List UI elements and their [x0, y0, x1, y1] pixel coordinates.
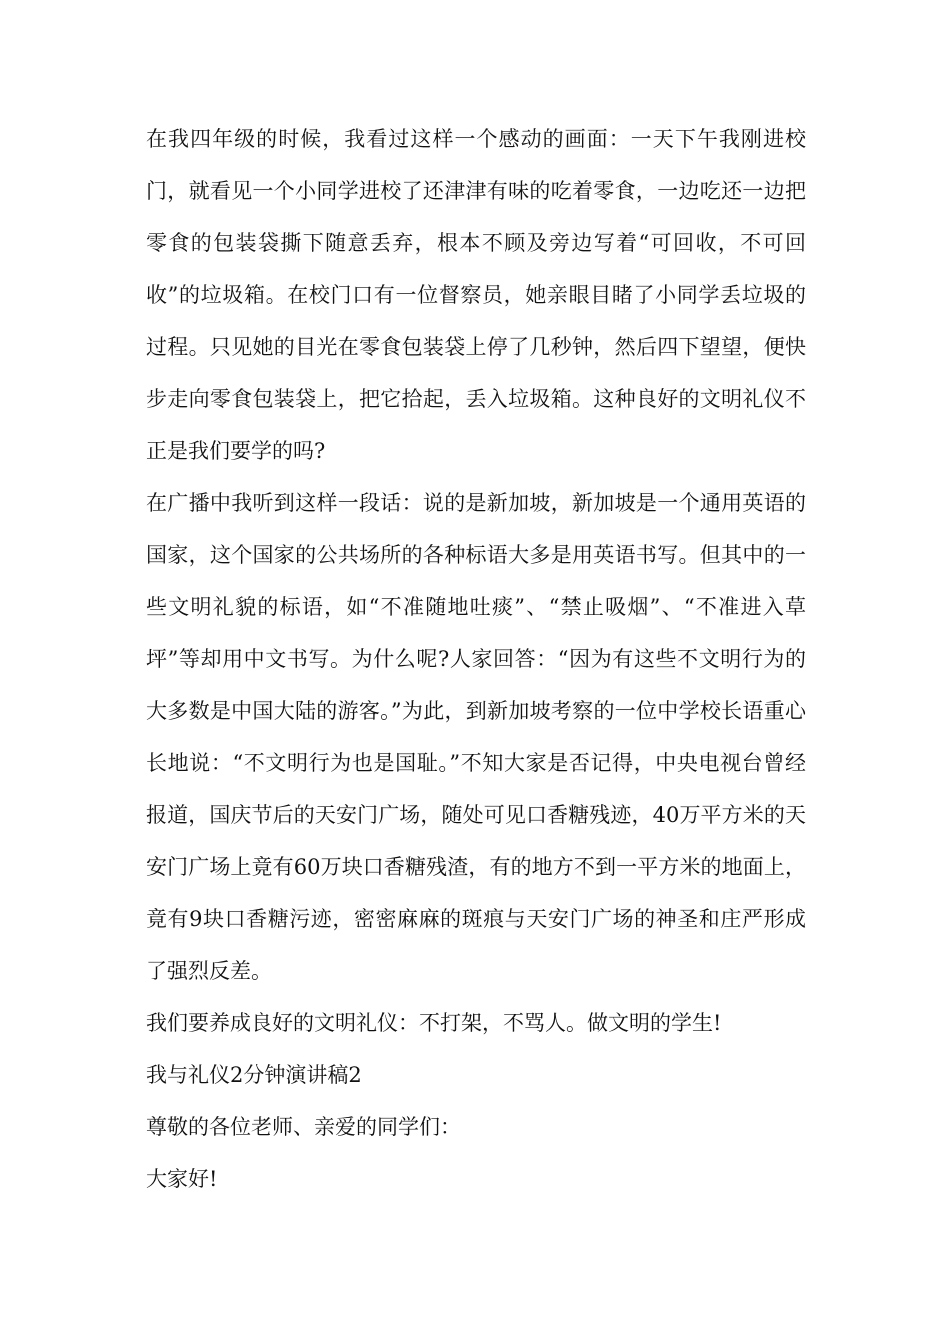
greeting: 大家好! — [146, 1167, 218, 1191]
paragraph-conclusion: 我们要养成良好的文明礼仪：不打架，不骂人。做文明的学生! — [146, 1011, 722, 1035]
paragraph-singapore: 在广播中我听到这样一段话：说的是新加坡，新加坡是一个通用英语的国家，这个国家的公共场所的各种标语大多是用英语书写。但其中的一些文明礼貌的标语，如“不准随地吐痰”、“禁止吸烟”、“不准进入草坪”等却用中文书写。为什么呢?人家回答：“因为有这些不文明行为的大多数是中国大陆的游客。”为此，到新加坡考察的一位中学校长语重心长地说：“不文明行为也是国耻。”不知大家是否记得，中央电视台曾经报道，国庆节后的天安门广场，随处可见口香糖残迹，40万平方米的天安门广场上竟有60万块口香糖残渣，有的地方不到一平方米的地面上，竟有9块口香糖污迹，密密麻麻的斑痕与天安门广场的神圣和庄严形成了强烈反差。 — [146, 491, 806, 983]
speech-title: 我与礼仪2分钟演讲稿2 — [146, 1063, 362, 1087]
paragraph-story: 在我四年级的时候，我看过这样一个感动的画面：一天下午我刚进校门，就看见一个小同学进校了还津津有味的吃着零食，一边吃还一边把零食的包装袋撕下随意丢弃，根本不顾及旁边写着“可回收，不可回收”的垃圾箱。在校门口有一位督察员，她亲眼目睹了小同学丢垃圾的过程。只见她的目光在零食包装袋上停了几秒钟，然后四下望望，便快步走向零食包装袋上，把它拾起，丢入垃圾箱。这种良好的文明礼仪不正是我们要学的吗? — [146, 127, 806, 463]
salutation: 尊敬的各位老师、亲爱的同学们： — [146, 1115, 461, 1139]
document-body — [146, 113, 806, 1205]
